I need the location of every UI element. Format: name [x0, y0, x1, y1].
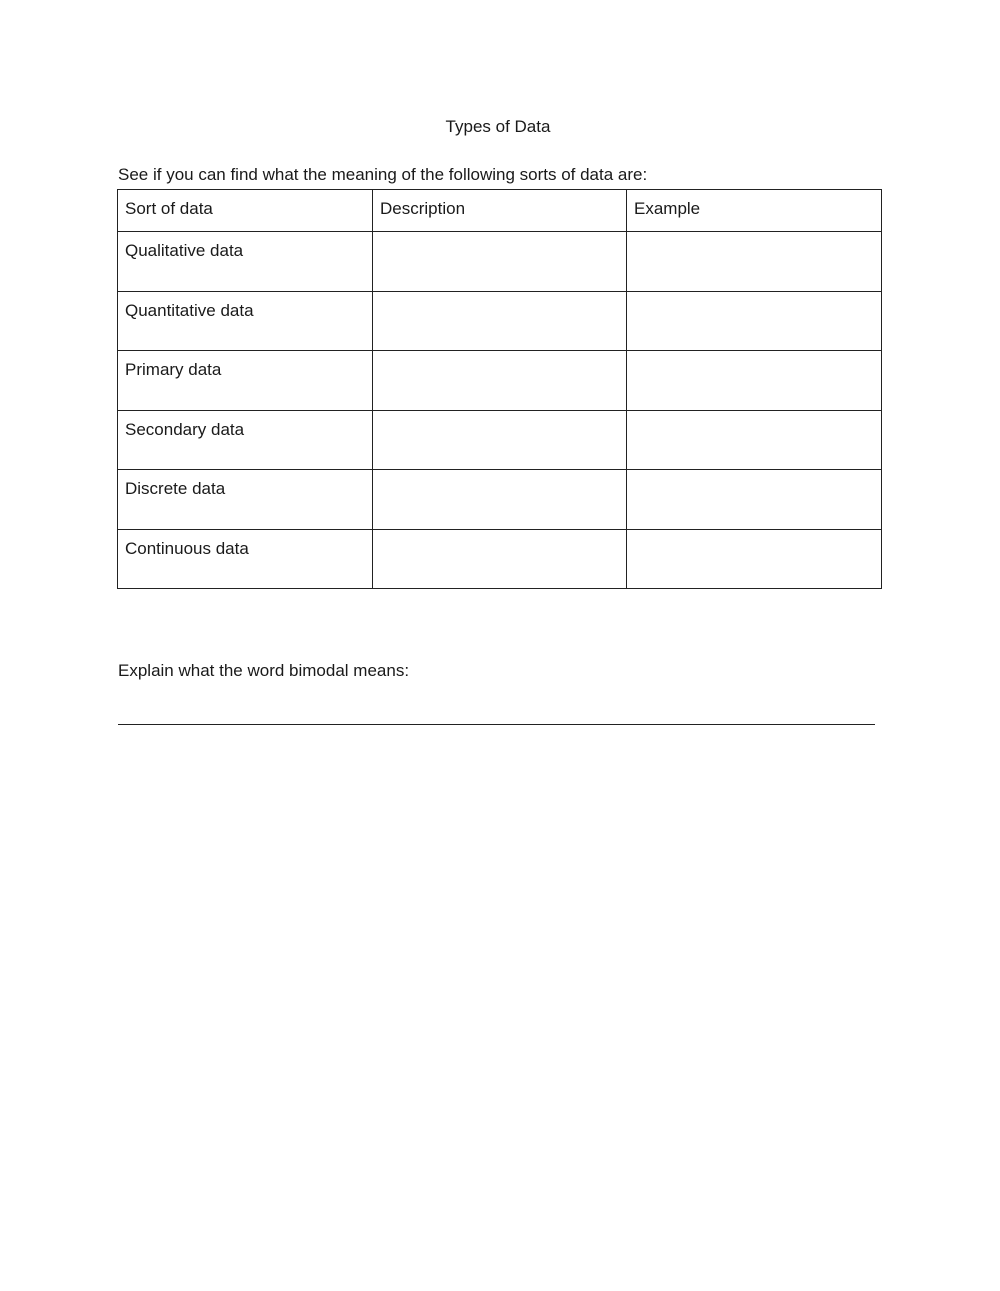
row-label-quantitative: Quantitative data — [118, 291, 373, 351]
description-cell[interactable] — [373, 529, 627, 589]
row-label-secondary: Secondary data — [118, 410, 373, 470]
example-cell[interactable] — [627, 470, 882, 530]
table-row — [118, 529, 882, 589]
header-example: Example — [627, 190, 882, 232]
row-label-primary: Primary data — [118, 351, 373, 411]
header-sort-of-data: Sort of data — [118, 190, 373, 232]
row-label-continuous: Continuous data — [118, 529, 373, 589]
table-row — [118, 291, 882, 351]
table-row — [118, 351, 882, 411]
bimodal-question: Explain what the word bimodal means: — [118, 661, 410, 680]
example-cell[interactable] — [627, 232, 882, 292]
description-cell[interactable] — [373, 291, 627, 351]
header-description: Description — [373, 190, 627, 232]
description-cell[interactable] — [373, 351, 627, 411]
row-label-discrete: Discrete data — [118, 470, 373, 530]
row-label-qualitative: Qualitative data — [118, 232, 373, 292]
description-cell[interactable] — [373, 470, 627, 530]
answer-line[interactable] — [118, 724, 875, 725]
description-cell[interactable] — [373, 410, 627, 470]
table-header-row — [118, 190, 882, 232]
description-cell[interactable] — [373, 232, 627, 292]
example-cell[interactable] — [627, 291, 882, 351]
table-row — [118, 410, 882, 470]
instruction-text: See if you can find what the meaning of the following sorts of data are: — [118, 165, 648, 184]
table-row — [118, 232, 882, 292]
example-cell[interactable] — [627, 410, 882, 470]
page-title: Types of Data — [445, 117, 551, 136]
example-cell[interactable] — [627, 529, 882, 589]
table-row — [118, 470, 882, 530]
data-types-table — [117, 189, 882, 589]
example-cell[interactable] — [627, 351, 882, 411]
